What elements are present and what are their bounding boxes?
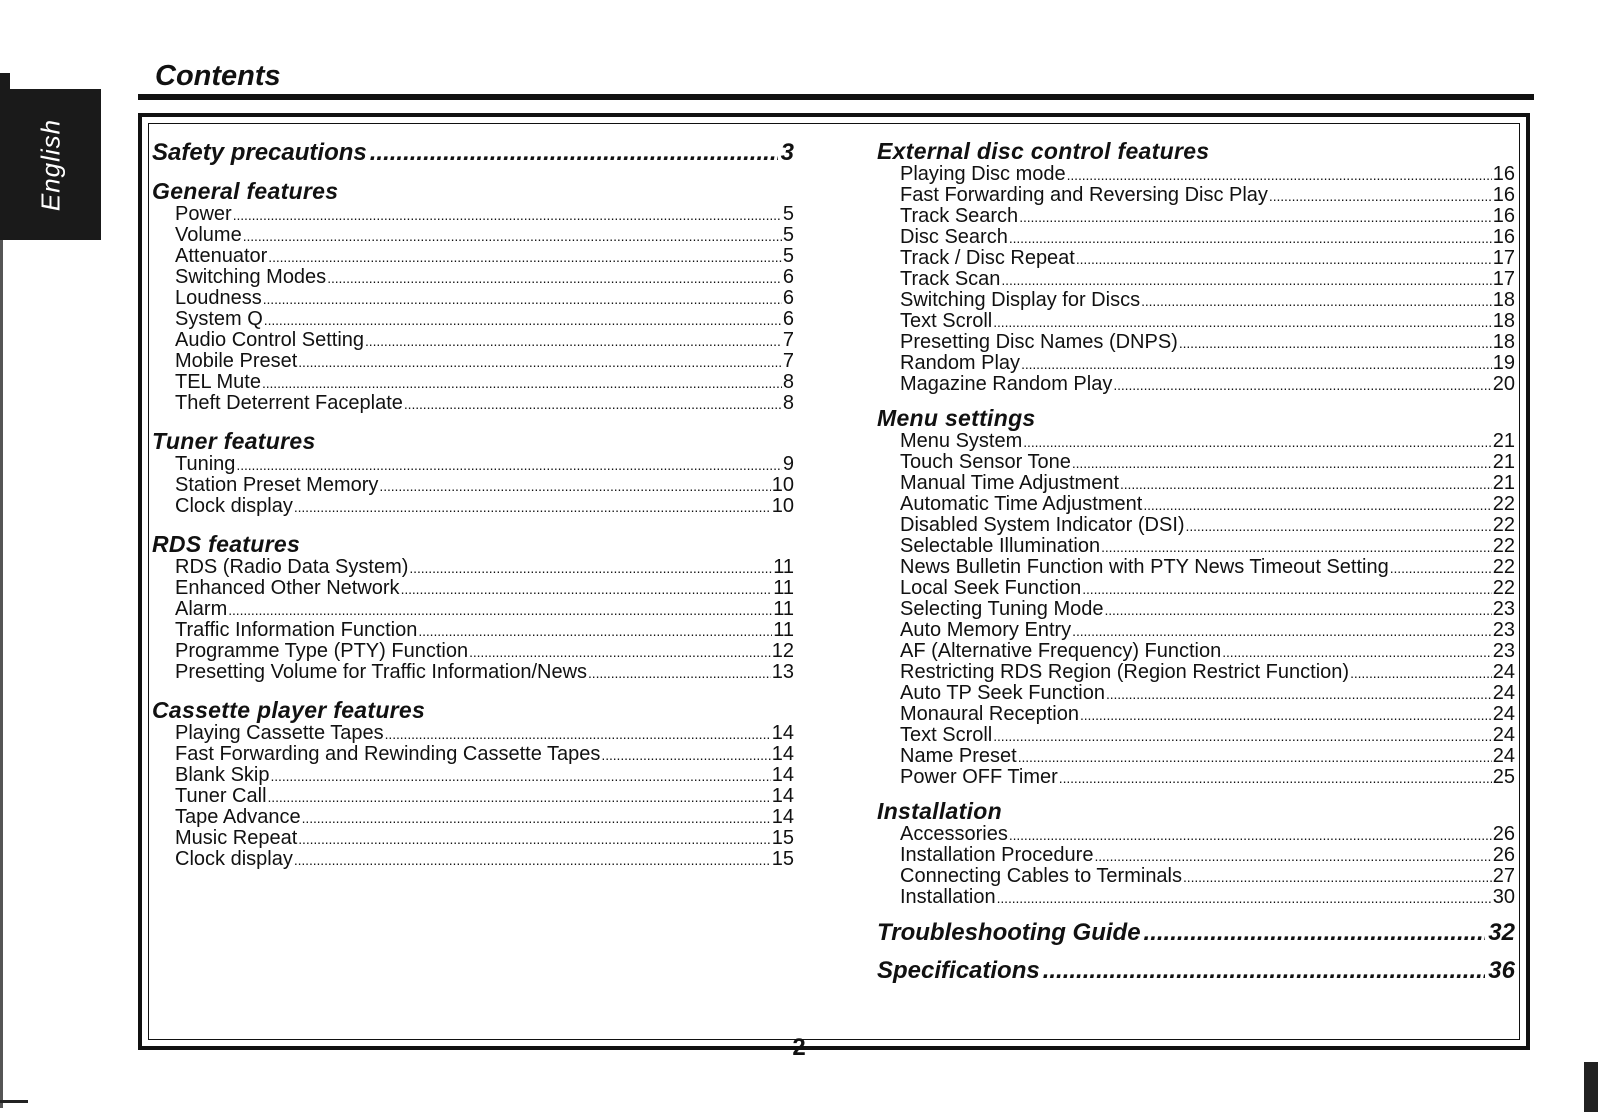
toc-page-number: 24 (1492, 682, 1515, 704)
leader-dots (1080, 704, 1492, 726)
leader-dots (997, 887, 1492, 909)
toc-entry[interactable] (877, 704, 1515, 725)
toc-entry[interactable] (877, 578, 1515, 599)
leader-dots (1076, 248, 1492, 270)
toc-entry[interactable] (152, 828, 794, 849)
toc-entry-label: Power (175, 203, 232, 225)
leader-dots (993, 725, 1492, 747)
toc-entry-label: Volume (175, 224, 242, 246)
leader-dots (1350, 662, 1492, 684)
toc-entry-label: Alarm (175, 598, 228, 620)
toc-page-number: 24 (1492, 703, 1515, 725)
toc-page-number: 10 (771, 474, 794, 496)
toc-entry-label: Clock display (175, 848, 293, 870)
toc-entry-label: Name Preset (900, 745, 1017, 767)
leader-dots (263, 288, 782, 310)
toc-entry-label: Track / Disc Repeat (900, 247, 1075, 269)
toc-page-number: 3 (780, 139, 794, 166)
toc-page-number: 11 (773, 556, 794, 578)
leader-dots (236, 454, 781, 476)
section-heading: Installation (877, 798, 1003, 824)
toc-page-number: 24 (1492, 724, 1515, 746)
toc-entry[interactable] (877, 185, 1515, 206)
toc-page-number: 7 (782, 329, 794, 351)
toc-page-number: 26 (1492, 823, 1515, 845)
toc-page-number: 15 (771, 827, 794, 849)
toc-page-number: 14 (771, 764, 794, 786)
toc-page-number: 5 (782, 203, 794, 225)
toc-entry[interactable] (877, 374, 1515, 395)
toc-page-number: 27 (1492, 865, 1515, 887)
toc-entry-label: Mobile Preset (175, 350, 298, 372)
toc-page-number: 24 (1492, 745, 1515, 767)
toc-entry[interactable] (877, 599, 1515, 620)
leader-dots (1101, 536, 1492, 558)
section-heading: Menu settings (877, 405, 1036, 431)
toc-entry-label: Fast Forwarding and Rewinding Cassette Tapes (175, 743, 601, 765)
page-title: Contents (155, 60, 281, 92)
toc-entry-label: Selecting Tuning Mode (900, 598, 1104, 620)
toc-entry[interactable] (152, 267, 794, 288)
toc-entry-label: Restricting RDS Region (Region Restrict Function) (900, 661, 1350, 683)
leader-dots (1059, 767, 1492, 789)
toc-page-number: 32 (1488, 919, 1515, 946)
leader-dots (298, 828, 770, 850)
toc-entry-label: TEL Mute (175, 371, 261, 393)
toc-entry[interactable] (152, 309, 794, 330)
toc-page-number: 18 (1492, 331, 1515, 353)
leader-dots (404, 393, 782, 415)
toc-page-number: 21 (1492, 451, 1515, 473)
toc-entry[interactable] (152, 744, 794, 765)
toc-entry-label: Switching Modes (175, 266, 327, 288)
toc-entry-label: Playing Disc mode (900, 163, 1066, 185)
toc-entry-label: AF (Alternative Frequency) Function (900, 640, 1222, 662)
page-number: — 2 — (761, 1034, 837, 1061)
leader-dots (264, 309, 782, 331)
leader-dots (228, 599, 772, 621)
toc-page-number: 19 (1492, 352, 1515, 374)
toc-entry-label: Menu System (900, 430, 1023, 452)
toc-entry[interactable] (877, 662, 1515, 683)
toc-entry-label: Tuning (175, 453, 236, 475)
toc-page-number: 23 (1492, 640, 1515, 662)
section-general-features (152, 178, 794, 414)
toc-entry[interactable] (877, 311, 1515, 332)
toc-page-number: 22 (1492, 556, 1515, 578)
leader-dots (1222, 641, 1492, 663)
toc-page-number: 11 (773, 619, 794, 641)
toc-major-label: Specifications (877, 957, 1040, 984)
toc-entry[interactable] (877, 431, 1515, 452)
toc-page-number: 9 (782, 453, 794, 475)
leader-dots (1143, 494, 1491, 516)
toc-entry-label: Enhanced Other Network (175, 577, 400, 599)
leader-dots (1019, 206, 1492, 228)
toc-entry[interactable] (152, 807, 794, 828)
toc-entry[interactable] (877, 164, 1515, 185)
toc-entry[interactable] (877, 515, 1515, 536)
toc-page-number: 6 (782, 308, 794, 330)
toc-entry[interactable] (877, 824, 1515, 845)
leader-dots (1094, 845, 1491, 867)
toc-entry[interactable] (152, 765, 794, 786)
language-tab (0, 89, 101, 240)
leader-dots (294, 849, 771, 871)
toc-entry-label: Touch Sensor Tone (900, 451, 1071, 473)
toc-page-number: 6 (782, 287, 794, 309)
leader-dots (271, 765, 771, 787)
leader-dots (1082, 578, 1492, 600)
toc-entry-label: Installation (900, 886, 996, 908)
toc-entry-label: Text Scroll (900, 724, 993, 746)
section-heading: External disc control features (877, 138, 1210, 164)
toc-page-number: 10 (771, 495, 794, 517)
toc-entry-label: News Bulletin Function with PTY News Timeout Setting (900, 556, 1389, 578)
toc-entry-label: Random Play (900, 352, 1021, 374)
toc-entry-label: Music Repeat (175, 827, 298, 849)
toc-page-number: 21 (1492, 472, 1515, 494)
toc-entry-label: Attenuator (175, 245, 268, 267)
section-heading: General features (152, 178, 339, 204)
toc-entry-label: Auto Memory Entry (900, 619, 1072, 641)
toc-entry[interactable] (152, 849, 794, 870)
toc-entry[interactable] (152, 225, 794, 246)
toc-entry[interactable] (152, 475, 794, 496)
toc-entry[interactable] (877, 494, 1515, 515)
leader-dots (268, 786, 771, 808)
leader-dots (365, 330, 782, 352)
toc-page-number: 30 (1492, 886, 1515, 908)
toc-major-specifications[interactable] (877, 956, 1515, 986)
leader-dots (1001, 269, 1491, 291)
leader-dots (1186, 515, 1492, 537)
toc-entry[interactable] (877, 227, 1515, 248)
leader-dots (1043, 956, 1486, 986)
leader-dots (1144, 918, 1486, 948)
leader-dots (327, 267, 782, 289)
leader-dots (409, 557, 772, 579)
toc-entry-label: Clock display (175, 495, 293, 517)
toc-entry-label: Fast Forwarding and Reversing Disc Play (900, 184, 1268, 206)
toc-entry-label: Programme Type (PTY) Function (175, 640, 469, 662)
toc-entry[interactable] (152, 723, 794, 744)
toc-entry-label: Selectable Illumination (900, 535, 1101, 557)
toc-page-number: 5 (782, 245, 794, 267)
toc-entry[interactable] (877, 206, 1515, 227)
toc-page-number: 21 (1492, 430, 1515, 452)
toc-entry-label: Magazine Random Play (900, 373, 1113, 395)
toc-entry[interactable] (877, 332, 1515, 353)
leader-dots (1120, 473, 1492, 495)
toc-page-number: 12 (771, 640, 794, 662)
toc-page-number: 18 (1492, 310, 1515, 332)
leader-dots (418, 620, 772, 642)
toc-page-number: 13 (771, 661, 794, 683)
toc-entry[interactable] (877, 290, 1515, 311)
toc-page-number: 17 (1492, 247, 1515, 269)
toc-entry-label: Automatic Time Adjustment (900, 493, 1143, 515)
toc-page-number: 11 (773, 598, 794, 620)
leader-dots (1179, 332, 1492, 354)
toc-page-number: 23 (1492, 619, 1515, 641)
toc-page-number: 22 (1492, 577, 1515, 599)
toc-entry[interactable] (877, 725, 1515, 746)
toc-page-number: 22 (1492, 514, 1515, 536)
toc-entry[interactable] (877, 536, 1515, 557)
leader-dots (401, 578, 773, 600)
contents-right-column (877, 138, 1515, 986)
section-external-disc-control (877, 138, 1515, 395)
leader-dots (268, 246, 782, 268)
toc-entry[interactable] (152, 786, 794, 807)
toc-page-number: 16 (1492, 226, 1515, 248)
toc-entry-label: Local Seek Function (900, 577, 1082, 599)
toc-page-number: 14 (771, 743, 794, 765)
toc-entry[interactable] (152, 330, 794, 351)
leader-dots (1009, 824, 1492, 846)
page-edge-mark (1584, 1062, 1598, 1112)
toc-entry-label: Accessories (900, 823, 1008, 845)
toc-entry[interactable] (877, 473, 1515, 494)
toc-entry[interactable] (152, 288, 794, 309)
toc-entry-label: Switching Display for Discs (900, 289, 1141, 311)
section-installation (877, 798, 1515, 908)
toc-page-number: 36 (1488, 957, 1515, 984)
toc-entry[interactable] (152, 204, 794, 225)
leader-dots (379, 475, 770, 497)
toc-entry-label: Playing Cassette Tapes (175, 722, 384, 744)
leader-dots (262, 372, 782, 394)
toc-entry-label: Manual Time Adjustment (900, 472, 1119, 494)
toc-entry-label: Disc Search (900, 226, 1008, 248)
toc-page-number: 23 (1492, 598, 1515, 620)
toc-page-number: 14 (771, 785, 794, 807)
toc-entry[interactable] (877, 683, 1515, 704)
leader-dots (588, 662, 771, 684)
toc-entry-label: Track Search (900, 205, 1019, 227)
leader-dots (298, 351, 782, 373)
toc-entry-label: Theft Deterrent Faceplate (175, 392, 403, 414)
section-rds-features (152, 531, 794, 683)
toc-entry[interactable] (152, 557, 794, 578)
toc-entry[interactable] (877, 845, 1515, 866)
toc-entry-label: Loudness (175, 287, 262, 309)
toc-entry-label: RDS (Radio Data System) (175, 556, 409, 578)
toc-entry-label: Tape Advance (175, 806, 301, 828)
leader-dots (370, 138, 778, 168)
toc-entry[interactable] (152, 620, 794, 641)
leader-dots (1390, 557, 1492, 579)
leader-dots (233, 204, 782, 226)
toc-major-label: Troubleshooting Guide (877, 919, 1141, 946)
toc-entry[interactable] (152, 454, 794, 475)
toc-entry-label: Station Preset Memory (175, 474, 379, 496)
toc-page-number: 5 (782, 224, 794, 246)
toc-page-number: 22 (1492, 493, 1515, 515)
toc-entry-label: Text Scroll (900, 310, 993, 332)
toc-entry[interactable] (877, 641, 1515, 662)
toc-entry-label: Traffic Information Function (175, 619, 418, 641)
section-heading: RDS features (152, 531, 301, 557)
section-menu-settings (877, 405, 1515, 788)
toc-page-number: 6 (782, 266, 794, 288)
toc-entry[interactable] (877, 767, 1515, 788)
leader-dots (1023, 431, 1491, 453)
toc-entry[interactable] (152, 393, 794, 414)
toc-entry-label: Tuner Call (175, 785, 267, 807)
toc-page-number: 8 (782, 371, 794, 393)
toc-entry[interactable] (877, 452, 1515, 473)
toc-page-number: 24 (1492, 661, 1515, 683)
toc-entry-label: Monaural Reception (900, 703, 1079, 725)
toc-major-safety[interactable] (152, 138, 794, 168)
toc-entry[interactable] (877, 353, 1515, 374)
section-heading: Tuner features (152, 428, 316, 454)
leader-dots (1106, 683, 1492, 705)
leader-dots (993, 311, 1492, 333)
toc-entry[interactable] (152, 578, 794, 599)
leader-dots (1018, 746, 1492, 768)
toc-entry[interactable] (877, 887, 1515, 908)
leader-dots (1113, 374, 1491, 396)
toc-entry-label: Auto TP Seek Function (900, 682, 1105, 704)
contents-left-column (152, 138, 794, 870)
binding-edge-mark (0, 1100, 28, 1103)
toc-entry[interactable] (877, 866, 1515, 887)
toc-page-number: 15 (771, 848, 794, 870)
section-heading: Cassette player features (152, 697, 426, 723)
language-tab-label: English (35, 118, 65, 211)
toc-entry-label: Presetting Disc Names (DNPS) (900, 331, 1178, 353)
toc-entry-label: Disabled System Indicator (DSI) (900, 514, 1185, 536)
toc-entry[interactable] (877, 620, 1515, 641)
toc-page-number: 20 (1492, 373, 1515, 395)
toc-entry-label: Track Scan (900, 268, 1001, 290)
leader-dots (1009, 227, 1492, 249)
leader-dots (1269, 185, 1492, 207)
title-rule (138, 94, 1534, 100)
toc-entry-label: Connecting Cables to Terminals (900, 865, 1183, 887)
toc-entry[interactable] (877, 746, 1515, 767)
leader-dots (1104, 599, 1491, 621)
toc-entry[interactable] (152, 351, 794, 372)
leader-dots (1141, 290, 1492, 312)
toc-page-number: 25 (1492, 766, 1515, 788)
leader-dots (294, 496, 771, 518)
section-cassette-player-features (152, 697, 794, 870)
toc-page-number: 22 (1492, 535, 1515, 557)
leader-dots (1067, 164, 1492, 186)
leader-dots (1183, 866, 1492, 888)
toc-entry-label: Blank Skip (175, 764, 270, 786)
leader-dots (302, 807, 771, 829)
leader-dots (1072, 452, 1492, 474)
toc-major-label: Safety precautions (152, 139, 367, 166)
toc-page-number: 8 (782, 392, 794, 414)
toc-page-number: 17 (1492, 268, 1515, 290)
toc-page-number: 16 (1492, 184, 1515, 206)
toc-entry[interactable] (152, 599, 794, 620)
binding-edge (0, 240, 3, 1108)
leader-dots (1072, 620, 1492, 642)
toc-page-number: 11 (773, 577, 794, 599)
toc-entry[interactable] (152, 372, 794, 393)
leader-dots (601, 744, 770, 766)
leader-dots (243, 225, 782, 247)
toc-page-number: 18 (1492, 289, 1515, 311)
leader-dots (385, 723, 771, 745)
toc-entry[interactable] (877, 557, 1515, 578)
section-tuner-features (152, 428, 794, 517)
toc-entry-label: Power OFF Timer (900, 766, 1058, 788)
toc-entry[interactable] (152, 246, 794, 267)
toc-page-number: 16 (1492, 205, 1515, 227)
toc-entry[interactable] (877, 248, 1515, 269)
toc-entry[interactable] (152, 496, 794, 517)
toc-major-troubleshooting[interactable] (877, 918, 1515, 948)
toc-entry-label: System Q (175, 308, 263, 330)
toc-entry[interactable] (877, 269, 1515, 290)
toc-entry[interactable] (152, 662, 794, 683)
leader-dots (469, 641, 771, 663)
toc-page-number: 14 (771, 806, 794, 828)
toc-entry[interactable] (152, 641, 794, 662)
toc-page-number: 14 (771, 722, 794, 744)
toc-page-number: 7 (782, 350, 794, 372)
toc-entry-label: Audio Control Setting (175, 329, 365, 351)
toc-page-number: 16 (1492, 163, 1515, 185)
toc-entry-label: Installation Procedure (900, 844, 1094, 866)
toc-entry-label: Presetting Volume for Traffic Information/News (175, 661, 588, 683)
toc-page-number: 26 (1492, 844, 1515, 866)
leader-dots (1021, 353, 1492, 375)
